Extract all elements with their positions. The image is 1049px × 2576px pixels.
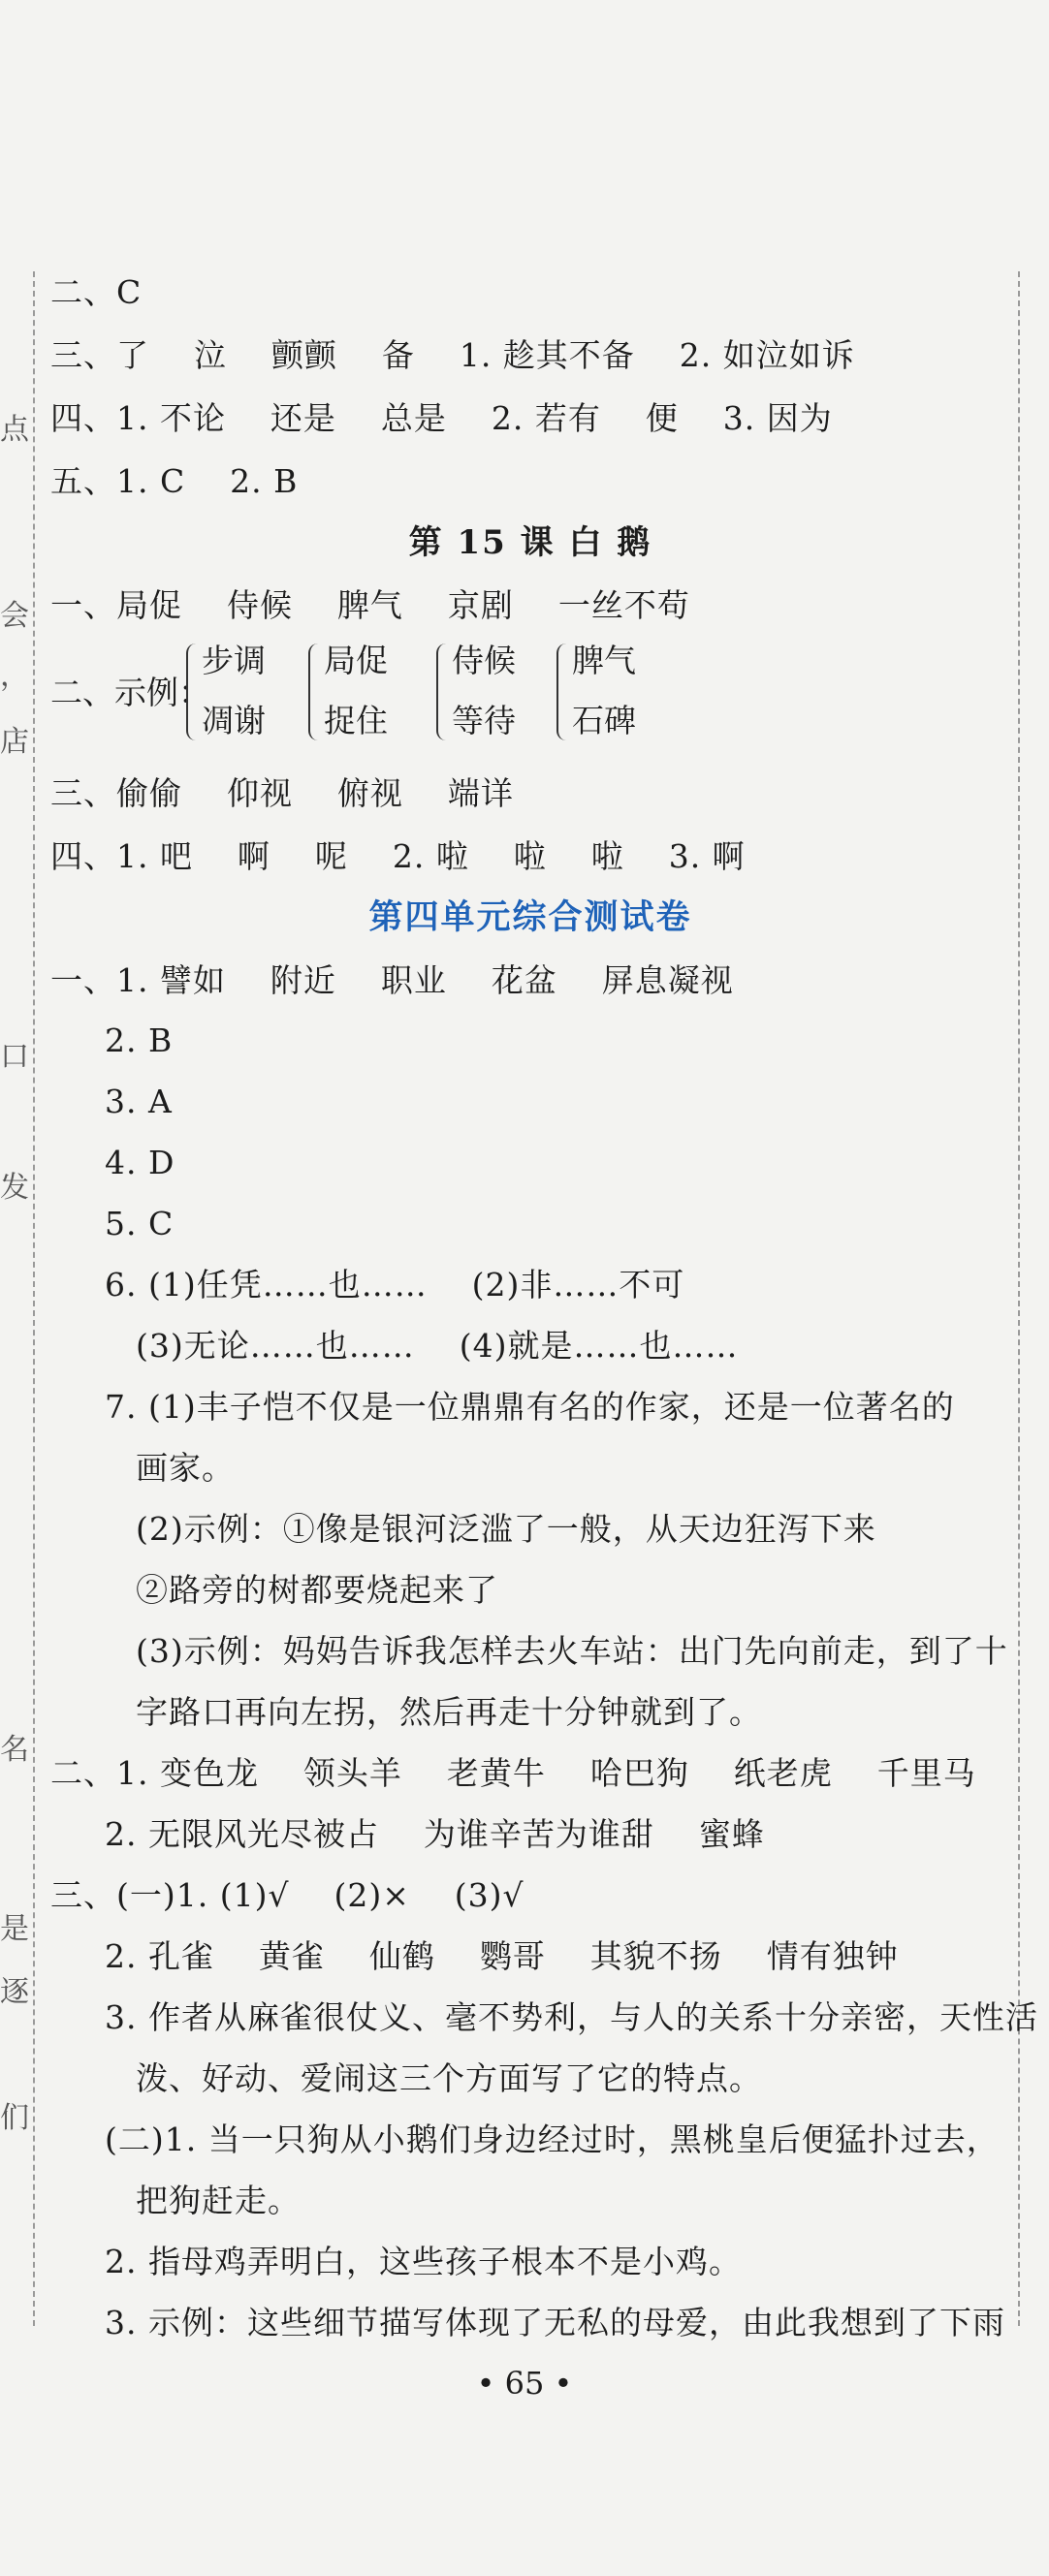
answer-line: 画家。 [136, 1449, 235, 1487]
margin-char: ， [0, 659, 29, 693]
word-top: 局促 [324, 642, 388, 679]
answer-line: 泼、好动、爱闹这三个方面写了它的特点。 [136, 2059, 762, 2097]
answer-line: 一、局促 侍候 脾气 京剧 一丝不苟 [50, 586, 690, 624]
answer-line: 6. (1)任凭……也…… (2)非……不可 [105, 1266, 685, 1304]
answer-line: (3)示例：妈妈告诉我怎样去火车站：出门先向前走，到了十 [136, 1632, 1008, 1670]
brace-icon [556, 644, 568, 740]
answer-line: (3)无论……也…… (4)就是……也…… [136, 1327, 739, 1365]
brace-icon [308, 644, 320, 740]
answer-line: 字路口再向左拐，然后再走十分钟就到了。 [136, 1693, 762, 1731]
answer-line: (2)示例：①像是银河泛滥了一般，从天边狂泻下来 [136, 1510, 876, 1548]
brace-icon [436, 644, 448, 740]
answer-line: 5. C [105, 1205, 175, 1242]
word-top: 脾气 [572, 642, 636, 679]
word-pairs-row [50, 640, 923, 746]
brace-icon [186, 644, 198, 740]
answer-line: (二)1. 当一只狗从小鹅们身边经过时，黑桃皇后便猛扑过去， [105, 2120, 1000, 2158]
word-bottom: 等待 [452, 702, 516, 739]
margin-char: 口 [0, 1040, 29, 1074]
answer-line: 3. 示例：这些细节描写体现了无私的母爱，由此我想到了下雨 [105, 2304, 1005, 2341]
unit-test-title: 第四单元综合测试卷 [368, 897, 692, 937]
lesson-title: 第 15 课 白 鹅 [408, 523, 652, 562]
word-pairs-lead: 二、示例： [50, 674, 210, 711]
page-number: • 65 • [476, 2365, 573, 2402]
answer-line: 四、1. 不论 还是 总是 2. 若有 便 3. 因为 [50, 399, 833, 437]
margin-char: 点 [0, 413, 29, 447]
word-bottom: 捉住 [324, 702, 388, 739]
answer-line: 一、1. 譬如 附近 职业 花盆 屏息凝视 [50, 961, 734, 999]
answer-line: 二、C [50, 273, 143, 311]
answer-line: 2. 孔雀 黄雀 仙鹤 鹦哥 其貌不扬 情有独钟 [105, 1937, 899, 1975]
answer-line: 2. 无限风光尽被占 为谁辛苦为谁甜 蜜蜂 [105, 1815, 765, 1853]
answer-line: 三、偷偷 仰视 俯视 端详 [50, 774, 514, 812]
answer-line: 四、1. 吧 啊 呢 2. 啦 啦 啦 3. 啊 [50, 837, 746, 875]
answer-line: ②路旁的树都要烧起来了 [136, 1571, 498, 1609]
answer-line: 3. 作者从麻雀很仗义、毫不势利，与人的关系十分亲密，天性活 [105, 1998, 1038, 2036]
answer-line: 7. (1)丰子恺不仅是一位鼎鼎有名的作家，还是一位著名的 [105, 1388, 955, 1426]
word-bottom: 石碑 [572, 702, 636, 739]
left-dashed-rule [33, 271, 35, 2326]
word-top: 侍候 [452, 642, 516, 679]
answer-line: 把狗赶走。 [136, 2182, 301, 2219]
margin-char: 名 [0, 1733, 29, 1767]
answer-line: 2. 指母鸡弄明白，这些孩子根本不是小鸡。 [105, 2243, 742, 2280]
answer-line: 二、1. 变色龙 领头羊 老黄牛 哈巴狗 纸老虎 千里马 [50, 1754, 976, 1792]
margin-char: 们 [0, 2101, 29, 2135]
answer-line: 4. D [105, 1144, 175, 1181]
answer-line: 三、(一)1. (1)√ (2)× (3)√ [50, 1876, 524, 1914]
answer-line: 3. A [105, 1083, 173, 1120]
margin-char: 逐 [0, 1975, 29, 2009]
margin-char: 会 [0, 599, 29, 633]
margin-char: 是 [0, 1912, 29, 1946]
answer-line: 三、了 泣 颤颤 备 1. 趁其不备 2. 如泣如诉 [50, 336, 855, 374]
margin-char: 店 [0, 725, 29, 759]
answer-line: 五、1. C 2. B [50, 462, 299, 500]
word-top: 步调 [202, 642, 266, 679]
margin-char: 发 [0, 1171, 29, 1205]
word-bottom: 凋谢 [202, 702, 266, 739]
answer-line: 2. B [105, 1021, 174, 1059]
